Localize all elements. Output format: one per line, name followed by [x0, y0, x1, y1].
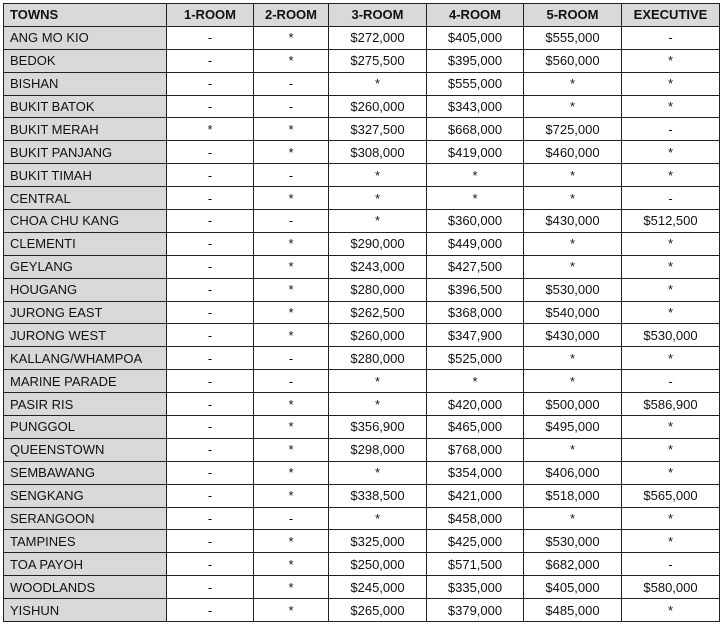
price-2-room: * — [254, 324, 329, 347]
price-executive: * — [622, 49, 720, 72]
price-5-room: $430,000 — [524, 324, 622, 347]
price-1-room: - — [167, 49, 254, 72]
price-2-room: * — [254, 301, 329, 324]
price-2-room: * — [254, 416, 329, 439]
table-row — [4, 301, 720, 324]
table-row — [4, 232, 720, 255]
price-1-room: - — [167, 438, 254, 461]
price-executive: * — [622, 278, 720, 301]
price-4-room: * — [427, 187, 524, 210]
price-executive: * — [622, 72, 720, 95]
price-1-room: - — [167, 278, 254, 301]
price-4-room: $425,000 — [427, 530, 524, 553]
town-cell: BEDOK — [4, 49, 167, 72]
header-towns: TOWNS — [4, 4, 167, 27]
price-4-room: $420,000 — [427, 393, 524, 416]
price-1-room: - — [167, 576, 254, 599]
price-4-room: $768,000 — [427, 438, 524, 461]
price-4-room: $525,000 — [427, 347, 524, 370]
price-5-room: $405,000 — [524, 576, 622, 599]
table-row — [4, 416, 720, 439]
price-1-room: - — [167, 530, 254, 553]
price-3-room: $325,000 — [329, 530, 427, 553]
price-executive: * — [622, 530, 720, 553]
table-body — [4, 26, 720, 621]
table-row — [4, 210, 720, 233]
town-cell: YISHUN — [4, 599, 167, 622]
price-executive: - — [622, 118, 720, 141]
price-1-room: - — [167, 72, 254, 95]
price-1-room: - — [167, 461, 254, 484]
price-executive: * — [622, 461, 720, 484]
price-5-room: * — [524, 507, 622, 530]
price-5-room: * — [524, 438, 622, 461]
price-3-room: $262,500 — [329, 301, 427, 324]
table-row — [4, 95, 720, 118]
price-executive: $512,500 — [622, 210, 720, 233]
table-row — [4, 187, 720, 210]
price-executive: * — [622, 95, 720, 118]
price-executive: $580,000 — [622, 576, 720, 599]
town-cell: BUKIT MERAH — [4, 118, 167, 141]
price-2-room: * — [254, 438, 329, 461]
town-price-table — [3, 3, 720, 622]
price-5-room: $530,000 — [524, 278, 622, 301]
town-cell: SENGKANG — [4, 484, 167, 507]
town-cell: JURONG WEST — [4, 324, 167, 347]
price-4-room: $360,000 — [427, 210, 524, 233]
price-2-room: * — [254, 461, 329, 484]
price-3-room: * — [329, 210, 427, 233]
table-row — [4, 530, 720, 553]
price-1-room: * — [167, 118, 254, 141]
price-5-room: $485,000 — [524, 599, 622, 622]
price-5-room: * — [524, 347, 622, 370]
price-1-room: - — [167, 599, 254, 622]
town-cell: BUKIT BATOK — [4, 95, 167, 118]
price-executive: * — [622, 141, 720, 164]
price-4-room: $368,000 — [427, 301, 524, 324]
price-2-room: * — [254, 599, 329, 622]
table-row — [4, 438, 720, 461]
price-3-room: $327,500 — [329, 118, 427, 141]
price-5-room: $430,000 — [524, 210, 622, 233]
price-2-room: * — [254, 187, 329, 210]
price-2-room: - — [254, 347, 329, 370]
price-4-room: $449,000 — [427, 232, 524, 255]
price-2-room: * — [254, 484, 329, 507]
header-row — [4, 4, 720, 27]
price-1-room: - — [167, 416, 254, 439]
price-3-room: * — [329, 187, 427, 210]
price-executive: * — [622, 301, 720, 324]
price-1-room: - — [167, 164, 254, 187]
price-4-room: $419,000 — [427, 141, 524, 164]
price-2-room: * — [254, 553, 329, 576]
town-cell: HOUGANG — [4, 278, 167, 301]
price-5-room: $495,000 — [524, 416, 622, 439]
header-4-room: 4-ROOM — [427, 4, 524, 27]
price-2-room: - — [254, 507, 329, 530]
town-cell: TOA PAYOH — [4, 553, 167, 576]
town-cell: GEYLANG — [4, 255, 167, 278]
header-3-room: 3-ROOM — [329, 4, 427, 27]
price-2-room: * — [254, 232, 329, 255]
price-3-room: $308,000 — [329, 141, 427, 164]
price-5-room: * — [524, 72, 622, 95]
price-executive: - — [622, 553, 720, 576]
price-3-room: $260,000 — [329, 95, 427, 118]
price-5-room: * — [524, 164, 622, 187]
table-row — [4, 49, 720, 72]
price-executive: $586,900 — [622, 393, 720, 416]
town-cell: BISHAN — [4, 72, 167, 95]
price-1-room: - — [167, 26, 254, 49]
price-2-room: - — [254, 95, 329, 118]
price-executive: $565,000 — [622, 484, 720, 507]
price-executive: * — [622, 599, 720, 622]
table-row — [4, 278, 720, 301]
town-cell: CENTRAL — [4, 187, 167, 210]
price-3-room: $298,000 — [329, 438, 427, 461]
price-3-room: * — [329, 164, 427, 187]
price-1-room: - — [167, 187, 254, 210]
price-1-room: - — [167, 393, 254, 416]
price-1-room: - — [167, 210, 254, 233]
header-2-room: 2-ROOM — [254, 4, 329, 27]
table-row — [4, 507, 720, 530]
table-row — [4, 255, 720, 278]
price-3-room: $290,000 — [329, 232, 427, 255]
town-cell: JURONG EAST — [4, 301, 167, 324]
price-executive: * — [622, 507, 720, 530]
price-3-room: $356,900 — [329, 416, 427, 439]
price-4-room: $458,000 — [427, 507, 524, 530]
price-3-room: $265,000 — [329, 599, 427, 622]
price-5-room: $682,000 — [524, 553, 622, 576]
price-4-room: $405,000 — [427, 26, 524, 49]
price-2-room: * — [254, 118, 329, 141]
price-4-room: * — [427, 370, 524, 393]
table-row — [4, 118, 720, 141]
price-1-room: - — [167, 301, 254, 324]
price-4-room: * — [427, 164, 524, 187]
price-2-room: - — [254, 72, 329, 95]
table-row — [4, 164, 720, 187]
price-3-room: $338,500 — [329, 484, 427, 507]
price-3-room: $245,000 — [329, 576, 427, 599]
town-cell: MARINE PARADE — [4, 370, 167, 393]
table-row — [4, 484, 720, 507]
price-3-room: $280,000 — [329, 347, 427, 370]
price-3-room: $243,000 — [329, 255, 427, 278]
price-executive: * — [622, 438, 720, 461]
price-1-room: - — [167, 347, 254, 370]
price-2-room: * — [254, 393, 329, 416]
price-5-room: $555,000 — [524, 26, 622, 49]
price-3-room: $280,000 — [329, 278, 427, 301]
price-1-room: - — [167, 507, 254, 530]
price-4-room: $343,000 — [427, 95, 524, 118]
price-2-room: * — [254, 141, 329, 164]
price-3-room: * — [329, 72, 427, 95]
price-5-room: * — [524, 95, 622, 118]
table-row — [4, 393, 720, 416]
price-1-room: - — [167, 484, 254, 507]
price-1-room: - — [167, 232, 254, 255]
price-4-room: $379,000 — [427, 599, 524, 622]
table-row — [4, 576, 720, 599]
price-5-room: * — [524, 232, 622, 255]
price-5-room: * — [524, 370, 622, 393]
price-2-room: * — [254, 278, 329, 301]
price-3-room: * — [329, 507, 427, 530]
price-4-room: $354,000 — [427, 461, 524, 484]
price-2-room: * — [254, 26, 329, 49]
price-4-room: $335,000 — [427, 576, 524, 599]
price-2-room: - — [254, 370, 329, 393]
price-2-room: * — [254, 255, 329, 278]
town-cell: CLEMENTI — [4, 232, 167, 255]
price-3-room: * — [329, 461, 427, 484]
price-3-room: * — [329, 393, 427, 416]
town-cell: PASIR RIS — [4, 393, 167, 416]
price-executive: - — [622, 370, 720, 393]
price-4-room: $427,500 — [427, 255, 524, 278]
price-executive: - — [622, 187, 720, 210]
price-2-room: * — [254, 576, 329, 599]
price-5-room: $530,000 — [524, 530, 622, 553]
price-2-room: - — [254, 210, 329, 233]
town-cell: SERANGOON — [4, 507, 167, 530]
price-2-room: - — [254, 164, 329, 187]
price-5-room: $518,000 — [524, 484, 622, 507]
town-cell: CHOA CHU KANG — [4, 210, 167, 233]
town-cell: BUKIT TIMAH — [4, 164, 167, 187]
table-row — [4, 72, 720, 95]
price-1-room: - — [167, 553, 254, 576]
table-row — [4, 324, 720, 347]
table-row — [4, 141, 720, 164]
price-4-room: $555,000 — [427, 72, 524, 95]
header-5-room: 5-ROOM — [524, 4, 622, 27]
price-executive: * — [622, 416, 720, 439]
price-4-room: $668,000 — [427, 118, 524, 141]
price-4-room: $421,000 — [427, 484, 524, 507]
price-1-room: - — [167, 95, 254, 118]
town-cell: PUNGGOL — [4, 416, 167, 439]
price-1-room: - — [167, 141, 254, 164]
price-3-room: * — [329, 370, 427, 393]
price-3-room: $260,000 — [329, 324, 427, 347]
town-cell: ANG MO KIO — [4, 26, 167, 49]
town-cell: KALLANG/WHAMPOA — [4, 347, 167, 370]
price-4-room: $347,900 — [427, 324, 524, 347]
price-2-room: * — [254, 49, 329, 72]
price-4-room: $396,500 — [427, 278, 524, 301]
price-4-room: $395,000 — [427, 49, 524, 72]
price-5-room: $406,000 — [524, 461, 622, 484]
price-5-room: $560,000 — [524, 49, 622, 72]
table-row — [4, 553, 720, 576]
price-1-room: - — [167, 370, 254, 393]
price-3-room: $272,000 — [329, 26, 427, 49]
price-executive: * — [622, 255, 720, 278]
header-executive: EXECUTIVE — [622, 4, 720, 27]
price-1-room: - — [167, 324, 254, 347]
price-5-room: * — [524, 255, 622, 278]
price-4-room: $571,500 — [427, 553, 524, 576]
price-2-room: * — [254, 530, 329, 553]
price-executive: - — [622, 26, 720, 49]
price-3-room: $250,000 — [329, 553, 427, 576]
price-executive: * — [622, 232, 720, 255]
price-3-room: $275,500 — [329, 49, 427, 72]
header-1-room: 1-ROOM — [167, 4, 254, 27]
price-executive: $530,000 — [622, 324, 720, 347]
price-5-room: $500,000 — [524, 393, 622, 416]
price-5-room: $540,000 — [524, 301, 622, 324]
town-cell: QUEENSTOWN — [4, 438, 167, 461]
price-5-room: $460,000 — [524, 141, 622, 164]
town-cell: TAMPINES — [4, 530, 167, 553]
town-cell: BUKIT PANJANG — [4, 141, 167, 164]
price-5-room: $725,000 — [524, 118, 622, 141]
town-cell: WOODLANDS — [4, 576, 167, 599]
table-row — [4, 599, 720, 622]
price-5-room: * — [524, 187, 622, 210]
price-executive: * — [622, 164, 720, 187]
town-cell: SEMBAWANG — [4, 461, 167, 484]
price-executive: * — [622, 347, 720, 370]
price-1-room: - — [167, 255, 254, 278]
table-row — [4, 347, 720, 370]
price-4-room: $465,000 — [427, 416, 524, 439]
table-row — [4, 461, 720, 484]
table-row — [4, 370, 720, 393]
table-row — [4, 26, 720, 49]
